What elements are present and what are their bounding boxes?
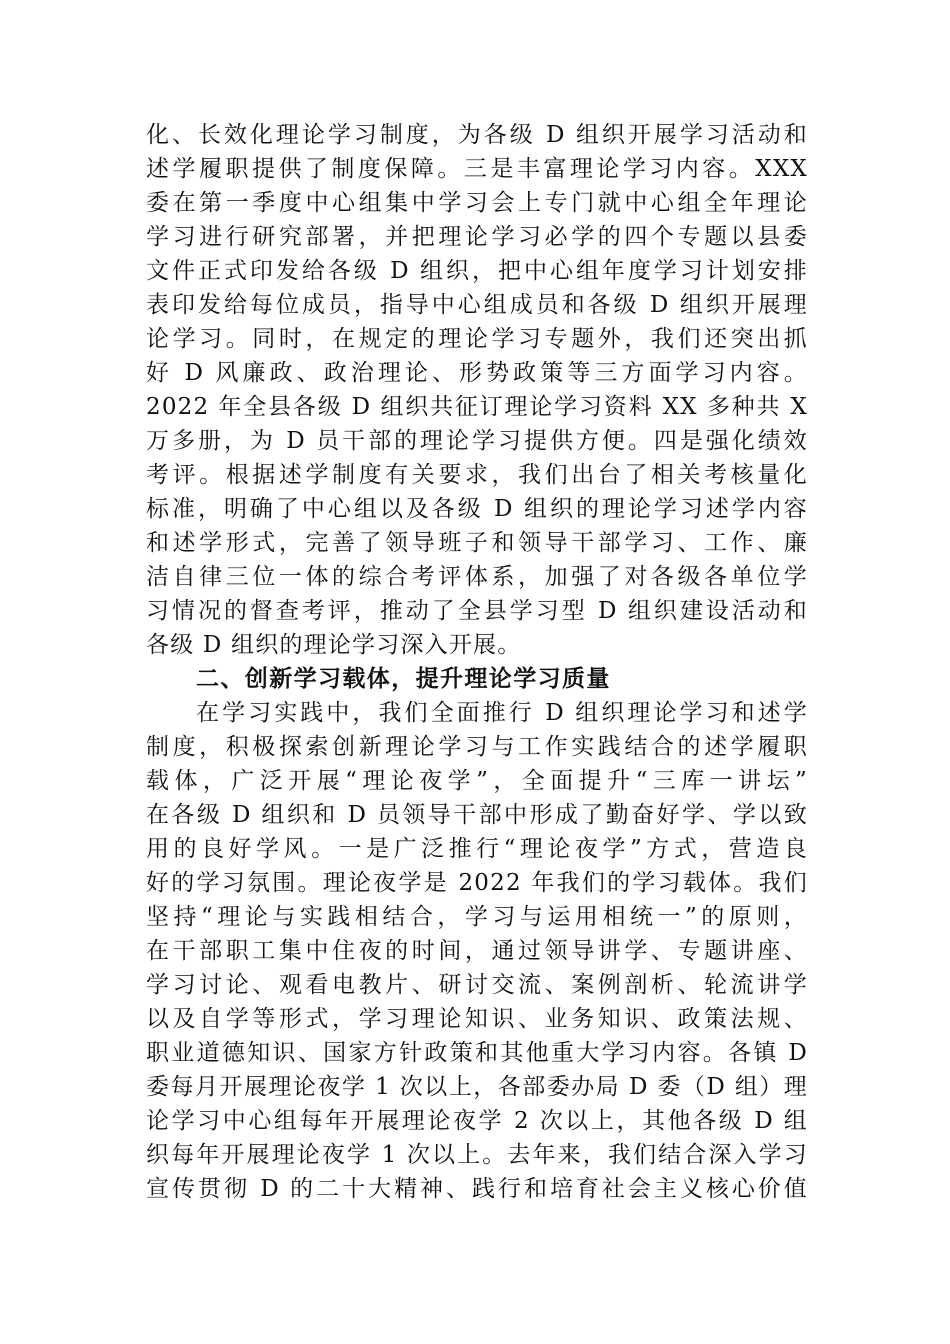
body-line: 文件正式印发给各级 D 组织，把中心组年度学习计划安排 — [146, 258, 808, 284]
body-line: 在干部职工集中住夜的时间，通过领导讲学、专题讲座、 — [146, 938, 808, 964]
body-line: 学习讨论、观看电教片、研讨交流、案例剖析、轮流讲学 — [146, 972, 808, 998]
body-line-last: 各级 D 组织的理论学习深入开展。 — [146, 632, 522, 658]
body-line: 宣传贯彻 D 的二十大精神、践行和培育社会主义核心价值 — [146, 1176, 808, 1202]
body-line: 论学习。同时，在规定的理论学习专题外，我们还突出抓 — [146, 326, 808, 352]
body-line: 委每月开展理论夜学 1 次以上，各部委办局 D 委（D 组）理 — [146, 1074, 808, 1100]
body-line: 和述学形式，完善了领导班子和领导干部学习、工作、廉 — [146, 530, 808, 556]
body-line: 习情况的督查考评，推动了全县学习型 D 组织建设活动和 — [146, 598, 808, 624]
body-line: 化、长效化理论学习制度，为各级 D 组织开展学习活动和 — [146, 122, 808, 148]
body-line: 表印发给每位成员，指导中心组成员和各级 D 组织开展理 — [146, 292, 808, 318]
body-line: 洁自律三位一体的综合考评体系，加强了对各级各单位学 — [146, 564, 808, 590]
body-line: 制度，积极探索创新理论学习与工作实践结合的述学履职 — [146, 734, 808, 760]
body-line: 论学习中心组每年开展理论夜学 2 次以上，其他各级 D 组 — [146, 1108, 808, 1134]
body-line: 好的学习氛围。理论夜学是 2022 年我们的学习载体。我们 — [146, 870, 808, 896]
body-line: 好 D 风廉政、政治理论、形势政策等三方面学习内容。 — [146, 360, 808, 386]
body-line: 载体，广泛开展“理论夜学”，全面提升“三库一讲坛” — [146, 768, 808, 794]
body-line: 标准，明确了中心组以及各级 D 组织的理论学习述学内容 — [146, 496, 808, 522]
body-line: 考评。根据述学制度有关要求，我们出台了相关考核量化 — [146, 462, 808, 488]
body-line: 万多册，为 D 员干部的理论学习提供方便。四是强化绩效 — [146, 428, 808, 454]
body-line: 委在第一季度中心组集中学习会上专门就中心组全年理论 — [146, 190, 808, 216]
body-line: 职业道德知识、国家方针政策和其他重大学习内容。各镇 D — [146, 1040, 808, 1066]
body-line: 学习进行研究部署，并把理论学习必学的四个专题以县委 — [146, 224, 808, 250]
body-line: 2022 年全县各级 D 组织共征订理论学习资料 XX 多种共 X — [146, 394, 808, 420]
paragraph-first-line: 在学习实践中，我们全面推行 D 组织理论学习和述学 — [196, 700, 808, 726]
body-line: 用的良好学风。一是广泛推行“理论夜学”方式，营造良 — [146, 836, 808, 862]
body-line: 在各级 D 组织和 D 员领导干部中形成了勤奋好学、学以致 — [146, 802, 808, 828]
section-heading: 二、创新学习载体，提升理论学习质量 — [196, 666, 611, 692]
body-line: 坚持“理论与实践相结合，学习与运用相统一”的原则， — [146, 904, 808, 930]
body-line: 以及自学等形式，学习理论知识、业务知识、政策法规、 — [146, 1006, 808, 1032]
body-line: 述学履职提供了制度保障。三是丰富理论学习内容。XXX — [146, 156, 808, 182]
body-line: 织每年开展理论夜学 1 次以上。去年来，我们结合深入学习 — [146, 1142, 808, 1168]
